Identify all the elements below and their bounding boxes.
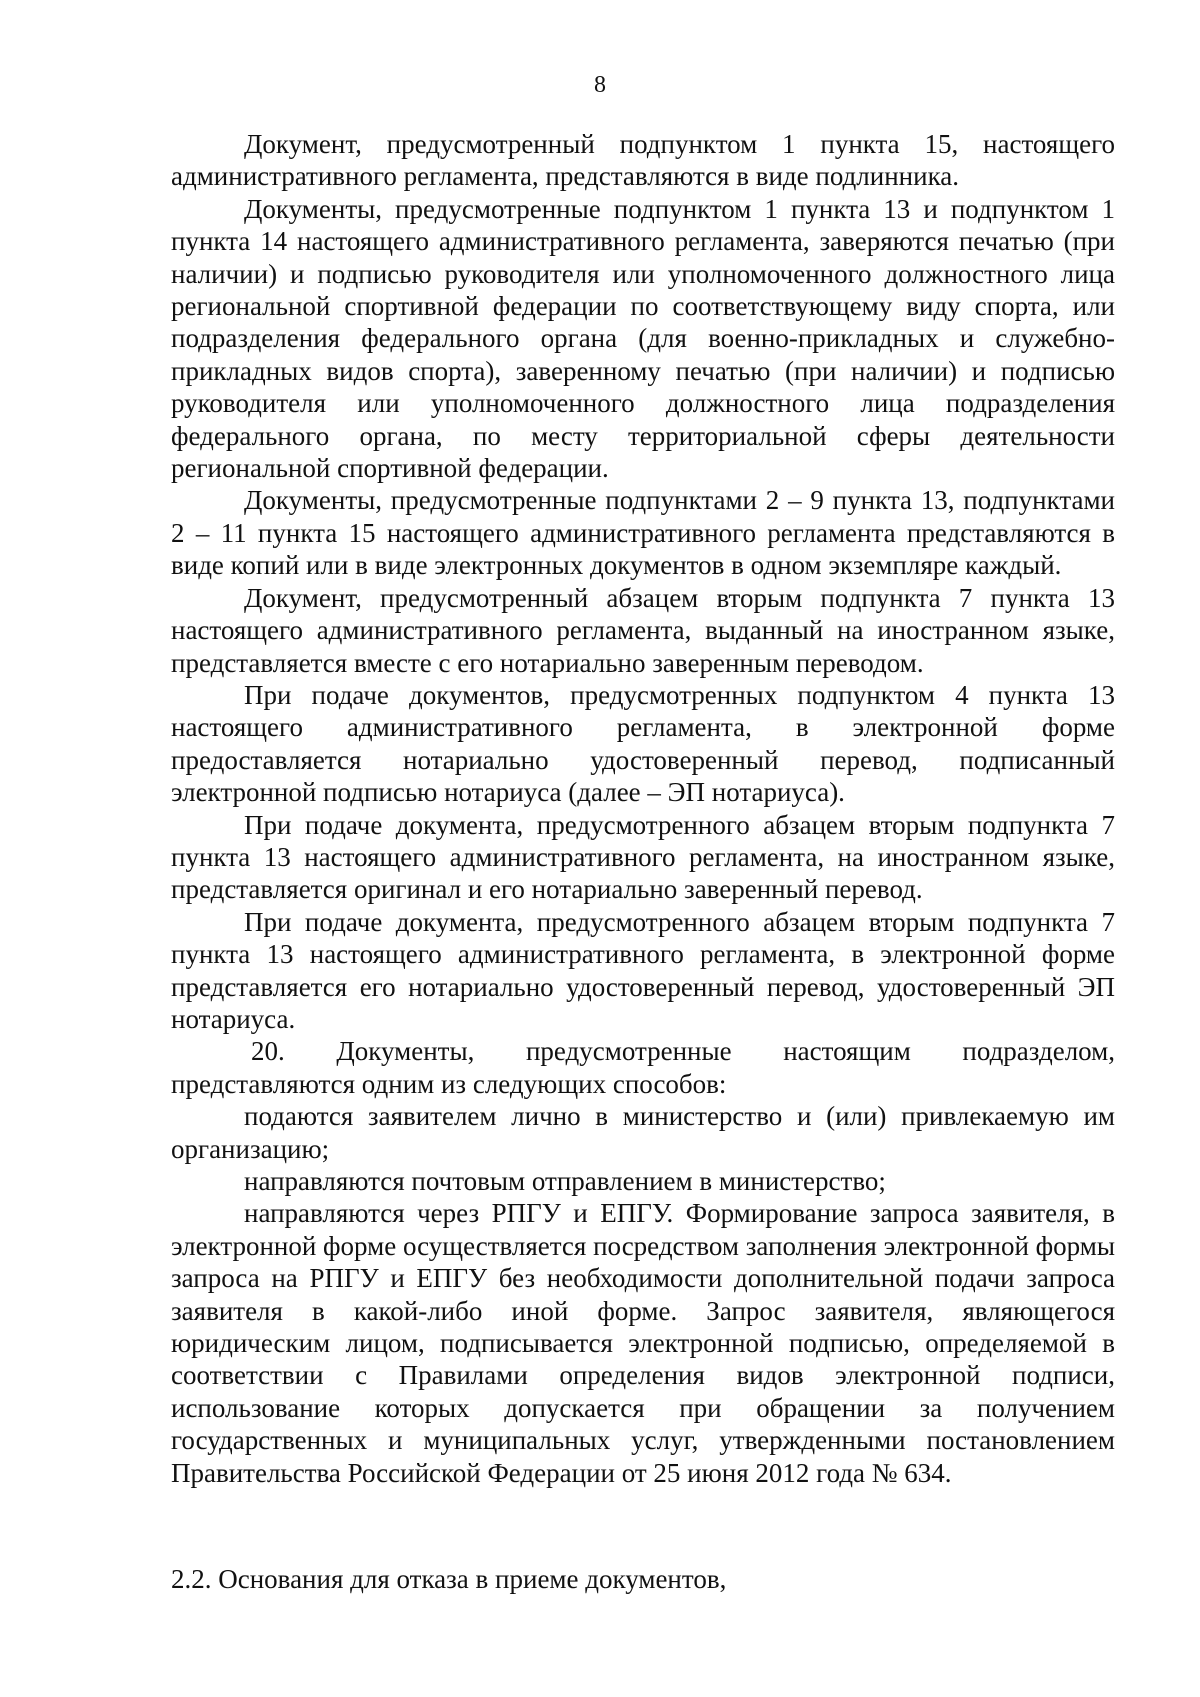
paragraph-copies: Документы, предусмотренные подпунктами 2 – 9 пункта 13, подпунктами 2 – 11 пункта 15 настоящего административного регламента представляются в виде копий или в виде электронных документов в одном экземпляре каждый. <box>171 485 1115 581</box>
paragraph-electronic-translation: При подаче документов, предусмотренных подпунктом 4 пункта 13 настоящего административного регламента, в электронной форме предоставляется нотариально удостоверенный перевод, подписанный электронной подписью нотариуса (далее – ЭП нотариуса). <box>171 679 1115 808</box>
paragraph-item-20: 20. Документы, предусмотренные настоящим подразделом, представляются одним из следующих способов: <box>171 1036 1115 1099</box>
list-item-by-mail: направляются почтовым отправлением в министерство; <box>244 1166 886 1196</box>
paragraph-original-document: Документ, предусмотренный подпунктом 1 пункта 15, настоящего административного регламента, представляются в виде подлинника. <box>171 129 1115 192</box>
section-heading: 2.2. Основания для отказа в приеме документов, <box>171 1564 727 1594</box>
list-item-online-portal: направляются через РПГУ и ЕПГУ. Формирование запроса заявителя, в электронной форме осуществляется посредством заполнения электронной формы запроса на РПГУ и ЕПГУ без необходимости дополнительной подачи запроса заявителя в какой-либо иной форме. Запрос заявителя, являющегося юридическим лицом, подписывается электронной подписью, определяемой в соответствии с Правилами определения видов электронной подписи, использование которых допускается при обращении за получением государственных и муниципальных услуг, утвержденными постановлением Правительства Российской Федерации от 25 июня 2012 года № 634. <box>171 1198 1115 1488</box>
paragraph-electronic-form-translation: При подаче документа, предусмотренного абзацем вторым подпункта 7 пункта 13 настоящего административного регламента, в электронной форме представляется его нотариально удостоверенный перевод, удостоверенный ЭП нотариуса. <box>171 906 1115 1034</box>
paragraph-original-and-translation: При подаче документа, предусмотренного абзацем вторым подпункта 7 пункта 13 настоящего административного регламента, на иностранном языке, представляется оригинал и его нотариально заверенный перевод. <box>171 809 1115 905</box>
paragraph-certification: Документы, предусмотренные подпунктом 1 пункта 13 и подпунктом 1 пункта 14 настоящего административного регламента, заверяются печатью (при наличии) и подписью руководителя или уполномоченного должностного лица региональной спортивной федерации по соответствующему виду спорта, или подразделения федерального органа (для военно-прикладных и служебно-прикладных видов спорта), заверенному печатью (при наличии) и подписью руководителя или уполномоченного должностного лица подразделения федерального органа, по месту территориальной сферы деятельности региональной спортивной федерации. <box>171 193 1115 484</box>
document-body <box>171 128 1115 1489</box>
paragraph-foreign-language: Документ, предусмотренный абзацем вторым подпункта 7 пункта 13 настоящего административного регламента, выданный на иностранном языке, представляется вместе с его нотариально заверенным переводом. <box>171 582 1115 678</box>
page-number: 8 <box>594 72 606 98</box>
list-item-in-person: подаются заявителем лично в министерство и (или) привлекаемую им организацию; <box>171 1101 1115 1164</box>
